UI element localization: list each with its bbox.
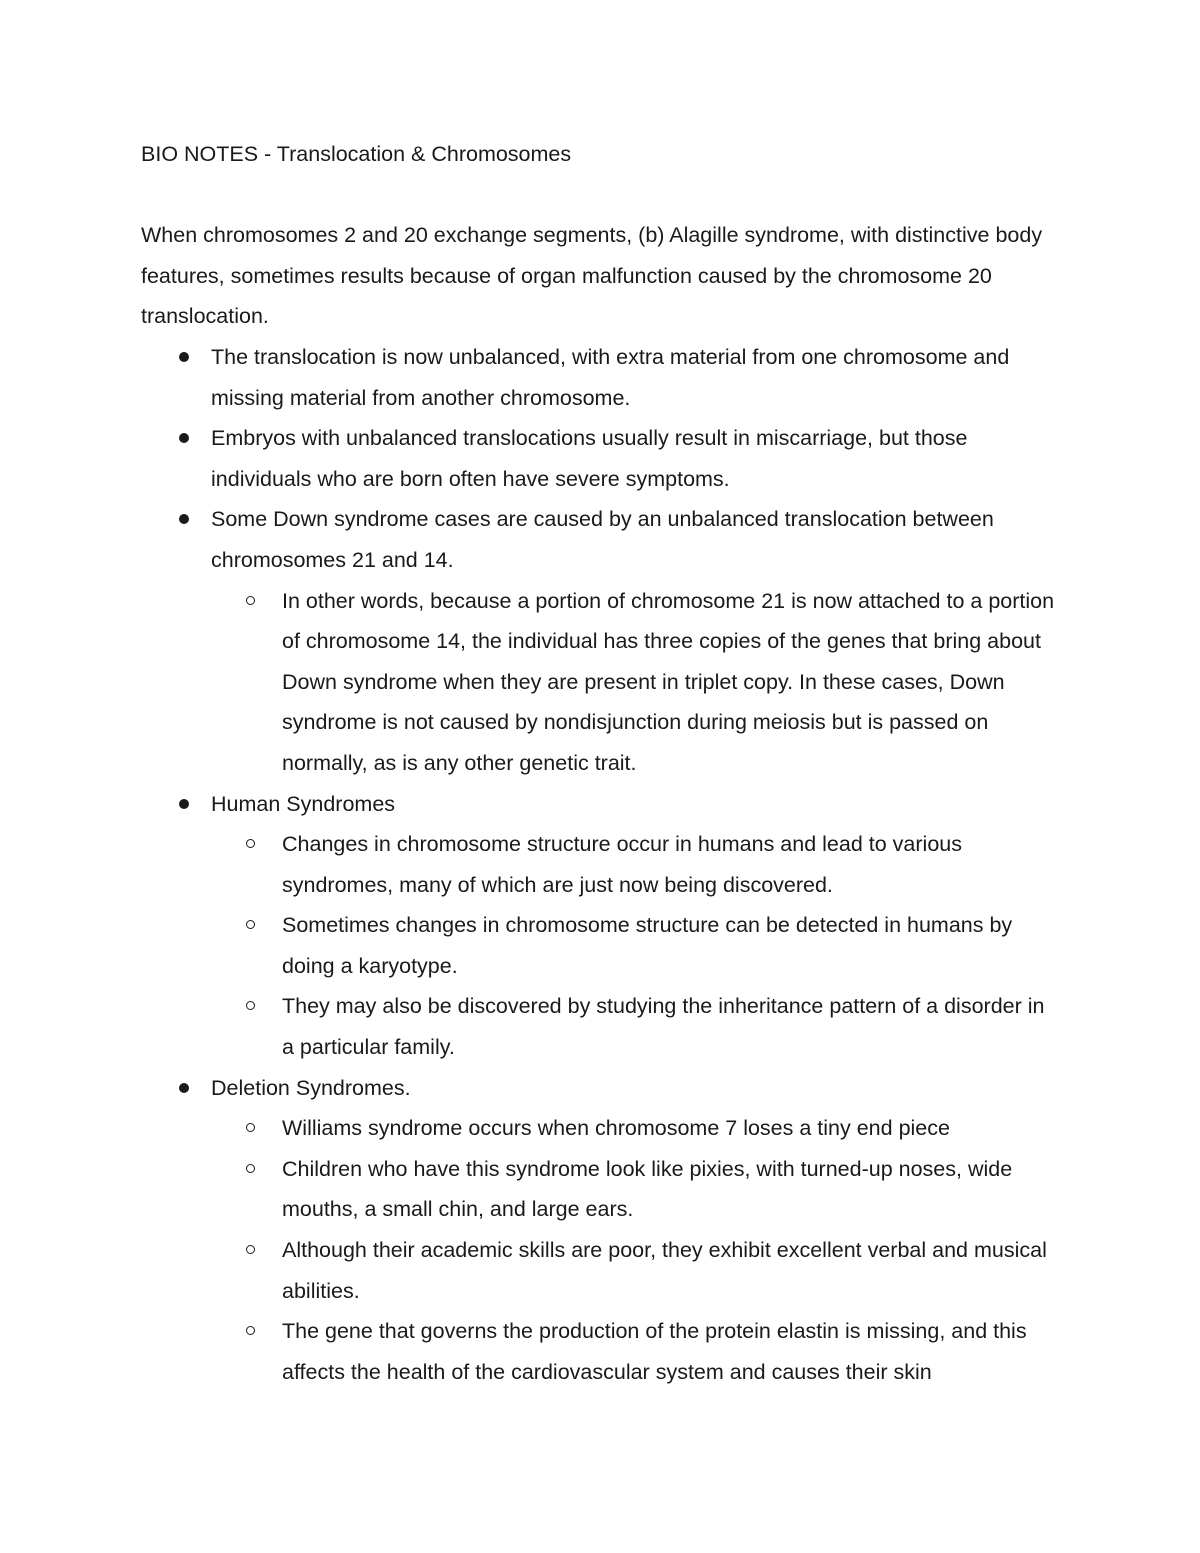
bullet-ring-icon [246,839,255,848]
list-item [211,337,1061,418]
sub-list-item [282,986,1061,1067]
sub-list-item [282,581,1061,784]
page-title: BIO NOTES - Translocation & Chromosomes [141,142,572,166]
list-item [211,418,1061,499]
bullet-dot-icon [179,799,189,809]
sub-list-item-text: Sometimes changes in chromosome structure can be detected in humans by doing a karyotype. [282,913,1013,978]
sub-list-item [282,1311,1061,1392]
bullet-dot-icon [179,1083,189,1093]
sub-bullet-list [211,581,1061,784]
bullet-ring-icon [246,1245,255,1254]
bullet-dot-icon [179,514,189,524]
sub-list-item-text: Children who have this syndrome look like pixies, with turned-up noses, wide mouths, a small chin, and large ears. [282,1156,1013,1222]
list-item-text: Deletion Syndromes. [211,1075,411,1100]
list-item [211,1068,1061,1393]
sub-list-item-text: In other words, because a portion of chromosome 21 is now attached to a portion of chromosome 14, the individual has three copies of the genes that bring about Down syndrome when they are present in triplet copy. In these cases, Down syndrome is not caused by nondisjunction during meiosis but is passed on normally, as is any other genetic trait. [282,588,1055,775]
document-body [141,134,1061,1392]
sub-list-item [282,824,1061,905]
sub-list-item-text: Williams syndrome occurs when chromosome 7 loses a tiny end piece [282,1116,950,1141]
bullet-ring-icon [246,1001,255,1010]
sub-list-item-text: They may also be discovered by studying the inheritance pattern of a disorder in a particular family. [282,994,1045,1060]
bullet-ring-icon [246,920,255,929]
bullet-ring-icon [246,1123,255,1132]
list-item-text: Some Down syndrome cases are caused by an unbalanced translocation between chromosomes 21 and 14. [211,507,994,572]
bullet-list [141,337,1061,1392]
sub-list-item-text: The gene that governs the production of the protein elastin is missing, and this affects the health of the cardiovascular system and causes their skin [282,1319,1027,1384]
list-item [211,784,1061,1068]
sub-list-item [282,905,1061,986]
bullet-dot-icon [179,352,189,362]
list-item [211,499,1061,783]
sub-bullet-list [211,1108,1061,1392]
sub-list-item-text: Although their academic skills are poor, they exhibit excellent verbal and musical abilities. [282,1238,1047,1303]
bullet-ring-icon [246,1326,255,1335]
bullet-dot-icon [179,433,189,443]
list-item-text: The translocation is now unbalanced, with extra material from one chromosome and missing material from another chromosome. [211,344,1010,410]
intro-paragraph: When chromosomes 2 and 20 exchange segments, (b) Alagille syndrome, with distinctive body features, sometimes results because of organ malfunction caused by the chromosome 20 translocation. [141,223,1043,329]
bullet-ring-icon [246,596,255,605]
blank-line [141,175,1061,216]
sub-list-item [282,1230,1061,1311]
sub-list-item-text: Changes in chromosome structure occur in humans and lead to various syndromes, many of which are just now being discovered. [282,832,962,897]
list-item-text: Embryos with unbalanced translocations usually result in miscarriage, but those individuals who are born often have severe symptoms. [211,426,968,491]
sub-list-item [282,1149,1061,1230]
sub-list-item [282,1108,1061,1149]
bullet-ring-icon [246,1164,255,1173]
sub-bullet-list [211,824,1061,1068]
list-item-text: Human Syndromes [211,791,396,816]
